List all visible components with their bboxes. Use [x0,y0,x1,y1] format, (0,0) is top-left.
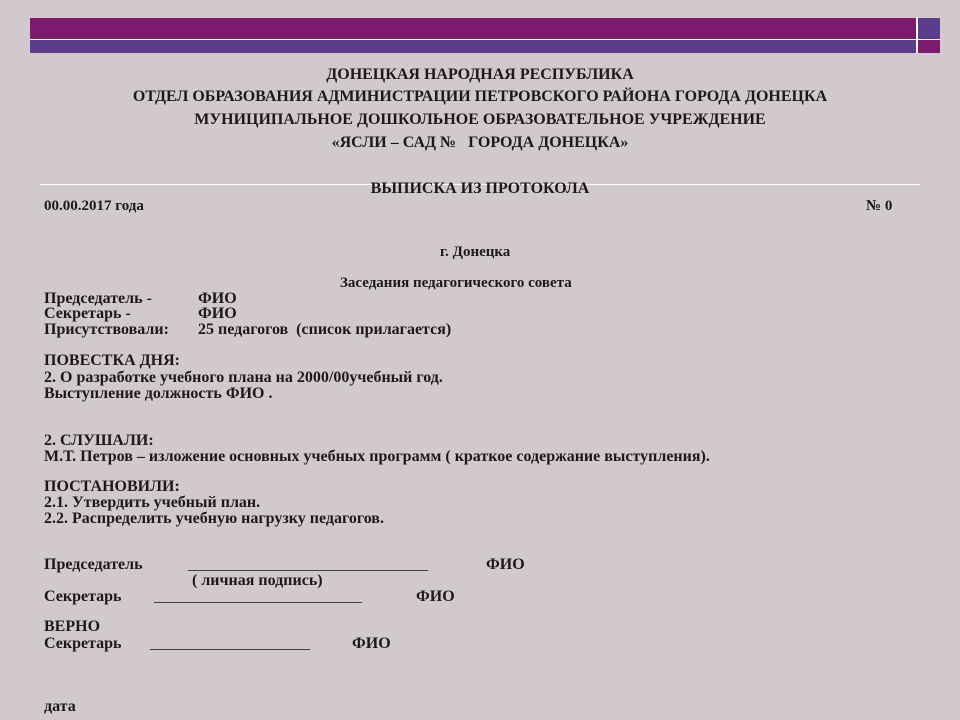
meeting-title: Заседания педагогического совета [340,275,572,291]
top-violet-bar [30,40,916,53]
chair-name: ФИО [198,290,237,307]
top-divider-horizontal [30,39,940,40]
heard-heading: 2. СЛУШАЛИ: [44,432,154,449]
signature-note: ( личная подпись) [192,572,323,589]
signature-secretary2-name: ФИО [352,635,391,652]
header-line-1: ДОНЕЦКАЯ НАРОДНАЯ РЕСПУБЛИКА [326,66,634,83]
agenda-item: 2. О разработке учебного плана на 2000/00учебный год. [44,369,443,386]
header-line-3: МУНИЦИПАЛЬНОЕ ДОШКОЛЬНОЕ ОБРАЗОВАТЕЛЬНОЕ УЧРЕЖДЕНИЕ [194,111,766,128]
top-purple-bar [30,18,916,40]
resolved-item-1: 2.1. Утвердить учебный план. [44,494,261,511]
signature-secretary-name: ФИО [416,588,455,605]
signature-chair-name: ФИО [486,556,525,573]
top-divider-vertical [916,18,918,53]
signature-secretary2-line: ____________________ [150,635,310,652]
document-title: ВЫПИСКА ИЗ ПРОТОКОЛА [370,180,590,197]
heard-text: М.Т. Петров – изложение основных учебных программ ( краткое содержание выступления). [44,448,710,465]
agenda-speaker: Выступление должность ФИО . [44,385,273,402]
corner-square-top [918,18,940,40]
header-line-4: «ЯСЛИ – САД № ГОРОДА ДОНЕЦКА» [331,134,629,151]
signature-secretary2-label: Секретарь [44,635,122,652]
signature-secretary-line: __________________________ [154,588,362,605]
present-value: 25 педагогов (список прилагается) [198,321,452,338]
protocol-date: 00.00.2017 года [44,198,144,214]
verno-label: ВЕРНО [44,618,101,635]
resolved-item-2: 2.2. Распределить учебную нагрузку педагогов. [44,510,384,527]
corner-square-bottom [918,40,940,53]
protocol-number: № 0 [866,198,893,214]
present-label: Присутствовали: [44,321,169,338]
signature-secretary-label: Секретарь [44,588,122,605]
date-label: дата [44,698,76,715]
secretary-label: Секретарь - [44,305,131,322]
secretary-name: ФИО [198,305,237,322]
signature-chair-line: ______________________________ [188,556,428,573]
signature-chair-label: Председатель [44,556,143,573]
chair-label: Председатель - [44,290,152,307]
header-line-2: ОТДЕЛ ОБРАЗОВАНИЯ АДМИНИСТРАЦИИ ПЕТРОВСКОГО РАЙОНА ГОРОДА ДОНЕЦКА [132,88,828,105]
city: г. Донецка [440,244,511,260]
resolved-heading: ПОСТАНОВИЛИ: [44,478,180,495]
agenda-heading: ПОВЕСТКА ДНЯ: [44,352,180,369]
